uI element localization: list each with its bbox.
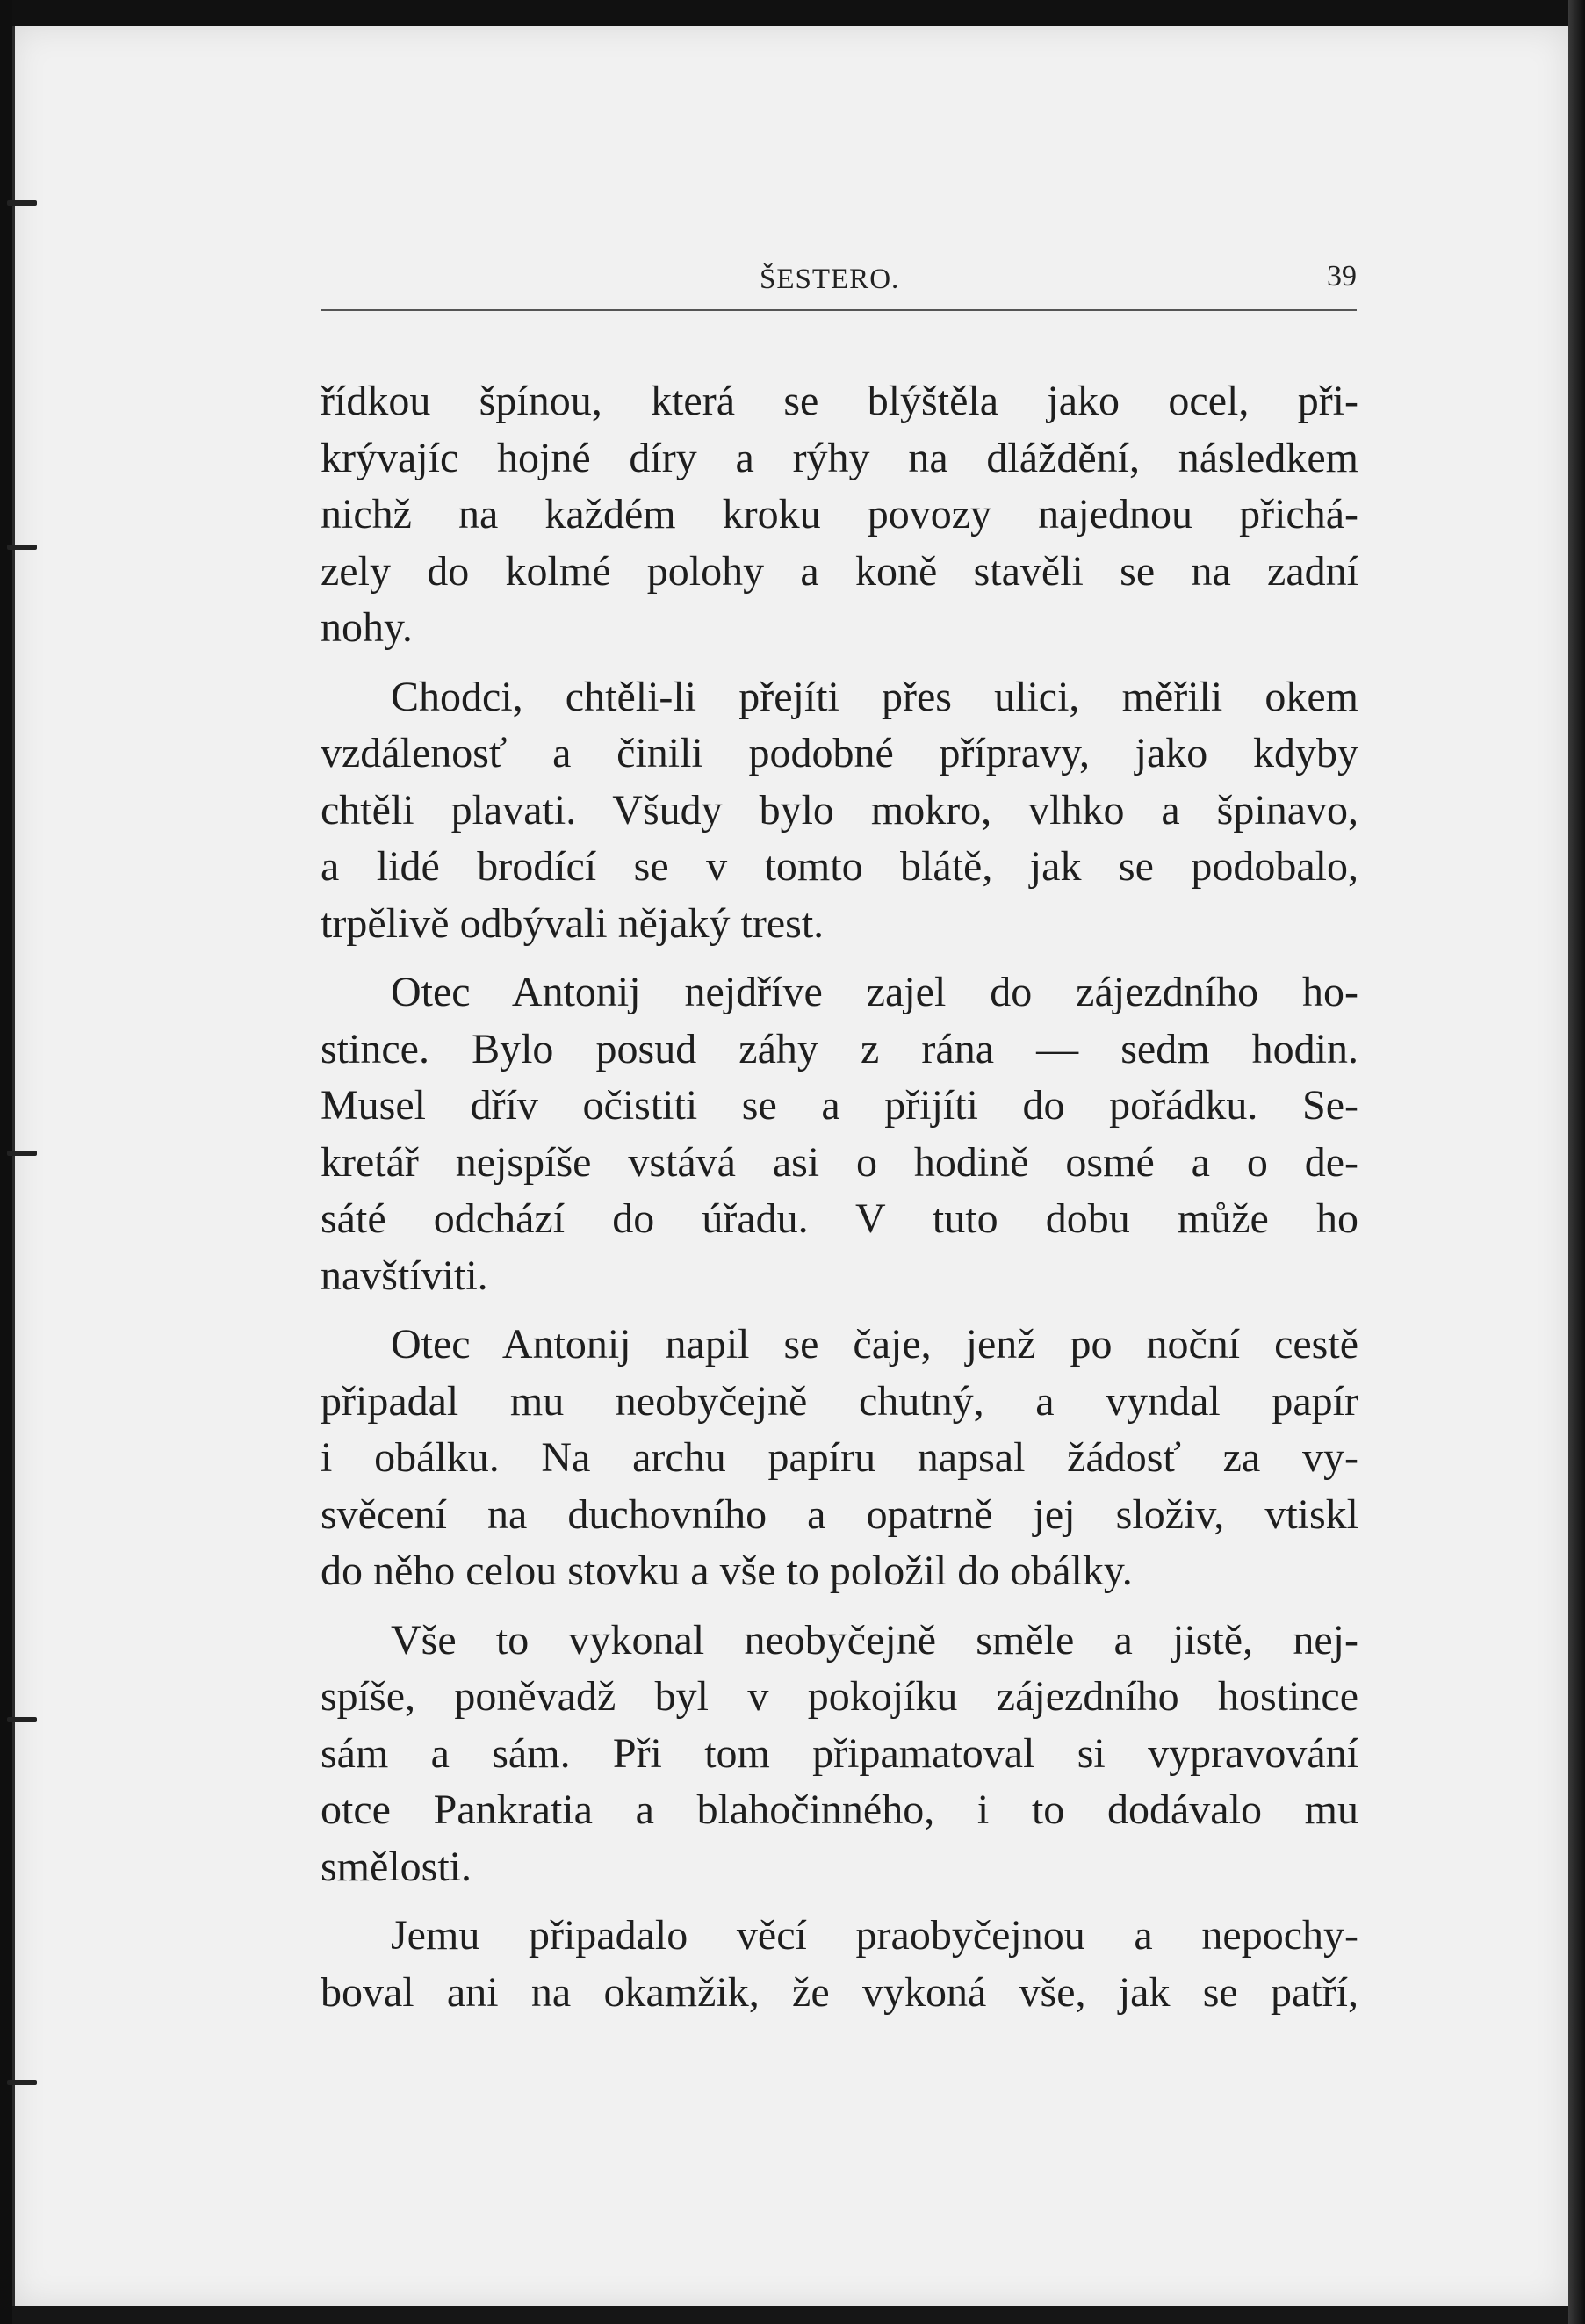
text-line: Musel dřív očistiti se a přijíti do pořádku. Se- [321,1082,1358,1129]
binding-stitch-mark [7,1717,37,1722]
text-line: trpělivě odbývali nějaký trest. [321,899,825,947]
text-line: Otec Antonij napil se čaje, jenž po noční cestě [391,1321,1358,1368]
binding-stitch-mark [7,2080,37,2085]
scan-top-edge [0,0,1585,26]
text-line: připadal mu neobyčejně chutný, a vyndal papír [321,1377,1358,1425]
text-line: zely do kolmé polohy a koně stavěli se na zadní [321,547,1358,595]
binding-stitch-mark [7,545,37,550]
text-line: Jemu připadalo věcí praobyčejnou a nepochy- [391,1912,1358,1959]
paragraph [321,1317,1358,1600]
page-number: 39 [1327,260,1357,292]
text-line: smělosti. [321,1843,472,1890]
text-line: boval ani na okamžik, že vykoná vše, jak se patří, [321,1968,1358,2016]
paragraph [321,964,1358,1304]
text-line: Otec Antonij nejdříve zajel do zájezdního ho- [391,969,1358,1015]
text-line: otce Pankratia a blahočinného, i to dodávalo mu [321,1786,1358,1833]
text-line: nohy. [321,604,413,651]
text-line: a lidé brodící se v tomto blátě, jak se podobalo, [321,843,1358,890]
text-line: nichž na každém kroku povozy najednou přichá- [321,491,1358,538]
scan-left-edge [0,0,12,2324]
text-line: sám a sám. Při tom připamatoval si vypravování [321,1729,1358,1777]
text-line: kretář nejspíše vstává asi o hodině osmé a o de- [321,1138,1358,1186]
scan-right-edge [1568,0,1585,2324]
text-line: Chodci, chtěli-li přejíti přes ulici, měřili okem [391,673,1358,720]
text-line: svěcení na duchovního a opatrně jej složiv, vtiskl [321,1490,1358,1538]
text-line: vzdálenosť a činili podobné přípravy, jako kdyby [321,730,1358,776]
paragraph [321,1908,1358,2021]
text-line: do něho celou stovku a vše to položil do obálky. [321,1548,1133,1594]
header-rule [321,309,1357,311]
body-text [321,373,1358,2033]
text-line: chtěli plavati. Všudy bylo mokro, vlhko a špinavo, [321,786,1358,834]
text-line: spíše, poněvadž byl v pokojíku zájezdního hostince [321,1673,1358,1720]
paragraph [321,373,1358,657]
running-title: ŠESTERO. [760,263,900,295]
text-line: i obálku. Na archu papíru napsal žádosť za vy- [321,1434,1358,1481]
text-line: stince. Bylo posud záhy z rána — sedm hodin. [321,1025,1358,1072]
text-line: navštíviti. [321,1252,488,1299]
text-line: Vše to vykonal neobyčejně směle a jistě, nej- [391,1616,1358,1664]
paragraph [321,1613,1358,1896]
paragraph [321,669,1358,953]
binding-line [12,26,15,2306]
text-line: krývajíc hojné díry a rýhy na dláždění, následkem [321,434,1358,481]
binding-stitch-mark [7,1151,37,1156]
page-header [321,255,1357,299]
text-line: sáté odchází do úřadu. V tuto dobu může ho [321,1195,1358,1242]
text-line: řídkou špínou, která se blýštěla jako ocel, při- [321,378,1358,424]
binding-stitch-mark [7,200,37,206]
